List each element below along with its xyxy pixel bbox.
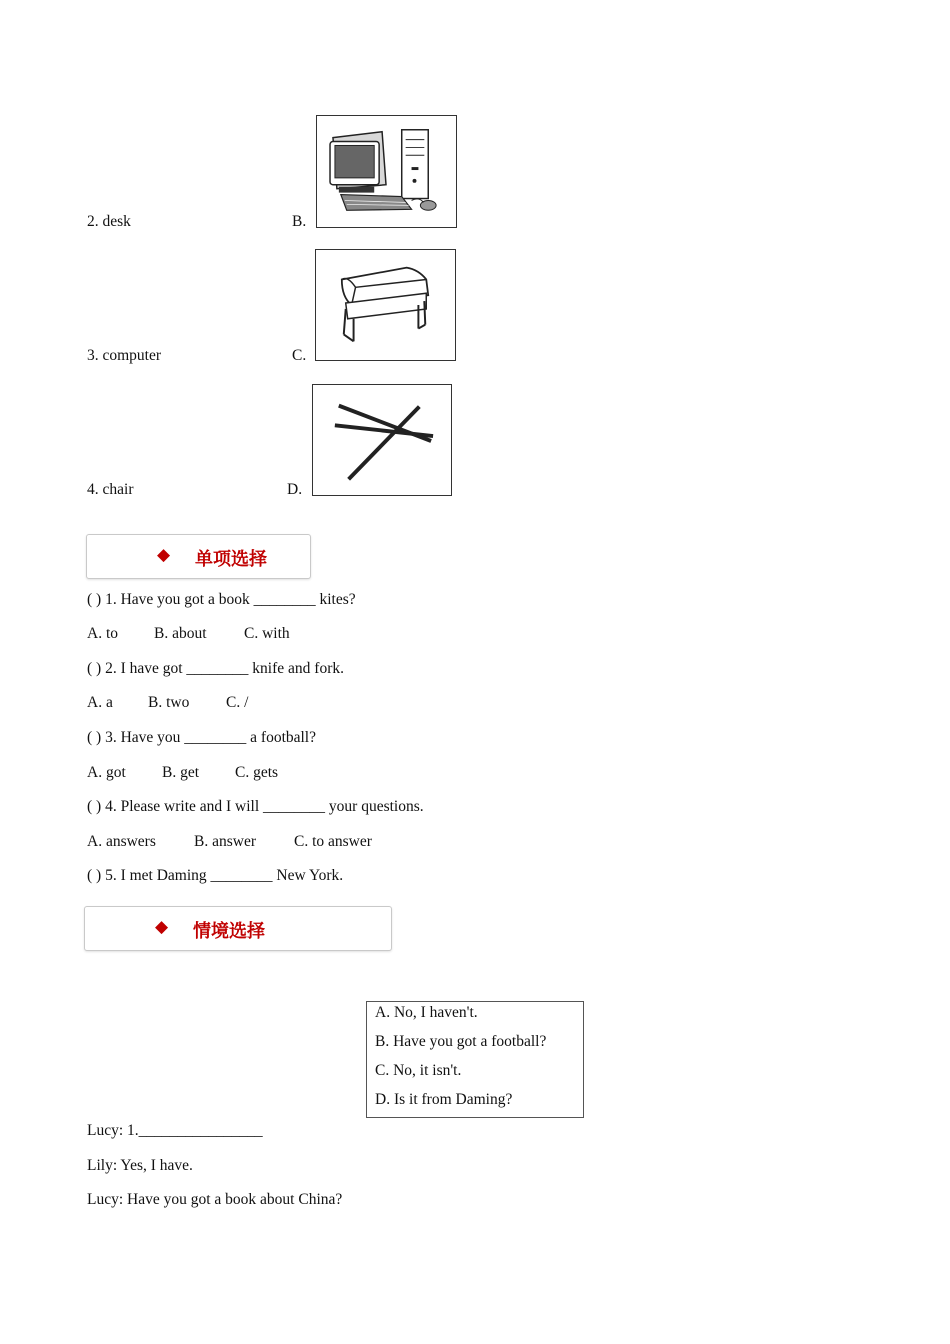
desk-icon (316, 250, 455, 360)
question-2: ( ) 2. I have got ________ knife and fork. (87, 660, 344, 677)
match-word-chair: 4. chair (87, 481, 134, 498)
q1-option-a: A. to (87, 625, 118, 642)
question-1: ( ) 1. Have you got a book ________ kites? (87, 591, 356, 608)
dialogue-line-2: Lily: Yes, I have. (87, 1157, 193, 1174)
dialogue-line-3: Lucy: Have you got a book about China? (87, 1191, 343, 1208)
q4-option-b: B. answer (194, 833, 256, 850)
diamond-icon: ◆ (155, 917, 169, 936)
q2-option-b: B. two (148, 694, 190, 711)
match-word-desk: 2. desk (87, 213, 131, 230)
section-header-single-choice (86, 534, 311, 579)
chopsticks-icon (313, 385, 451, 495)
q3-option-b: B. get (162, 764, 200, 781)
desk-picture (315, 249, 456, 361)
option-a: A. No, I haven't. (375, 1004, 478, 1021)
option-c: C. No, it isn't. (375, 1062, 462, 1079)
chopsticks-picture (312, 384, 452, 496)
match-letter-c: C. (292, 347, 307, 364)
section-title: 情境选择 (193, 921, 265, 942)
diamond-icon: ◆ (157, 545, 171, 564)
q2-option-c: C. / (226, 694, 249, 711)
q3-option-c: C. gets (235, 764, 279, 781)
computer-icon (317, 116, 456, 227)
q4-option-c: C. to answer (294, 833, 372, 850)
dialogue-line-1: Lucy: 1.________________ (87, 1122, 263, 1139)
match-letter-d: D. (287, 481, 303, 498)
q2-option-a: A. a (87, 694, 113, 711)
options-box (366, 1001, 584, 1118)
question-5: ( ) 5. I met Daming ________ New York. (87, 867, 344, 884)
q4-option-a: A. answers (87, 833, 156, 850)
computer-picture (316, 115, 457, 228)
section-title: 单项选择 (195, 549, 267, 570)
q1-option-b: B. about (154, 625, 207, 642)
question-4: ( ) 4. Please write and I will ________ your questions. (87, 798, 424, 815)
option-d: D. Is it from Daming? (375, 1091, 513, 1108)
option-b: B. Have you got a football? (375, 1033, 547, 1050)
question-3: ( ) 3. Have you ________ a football? (87, 729, 316, 746)
section-header-situational-choice (84, 906, 392, 951)
match-letter-b: B. (292, 213, 307, 230)
q3-option-a: A. got (87, 764, 126, 781)
q1-option-c: C. with (244, 625, 290, 642)
match-word-computer: 3. computer (87, 347, 162, 364)
